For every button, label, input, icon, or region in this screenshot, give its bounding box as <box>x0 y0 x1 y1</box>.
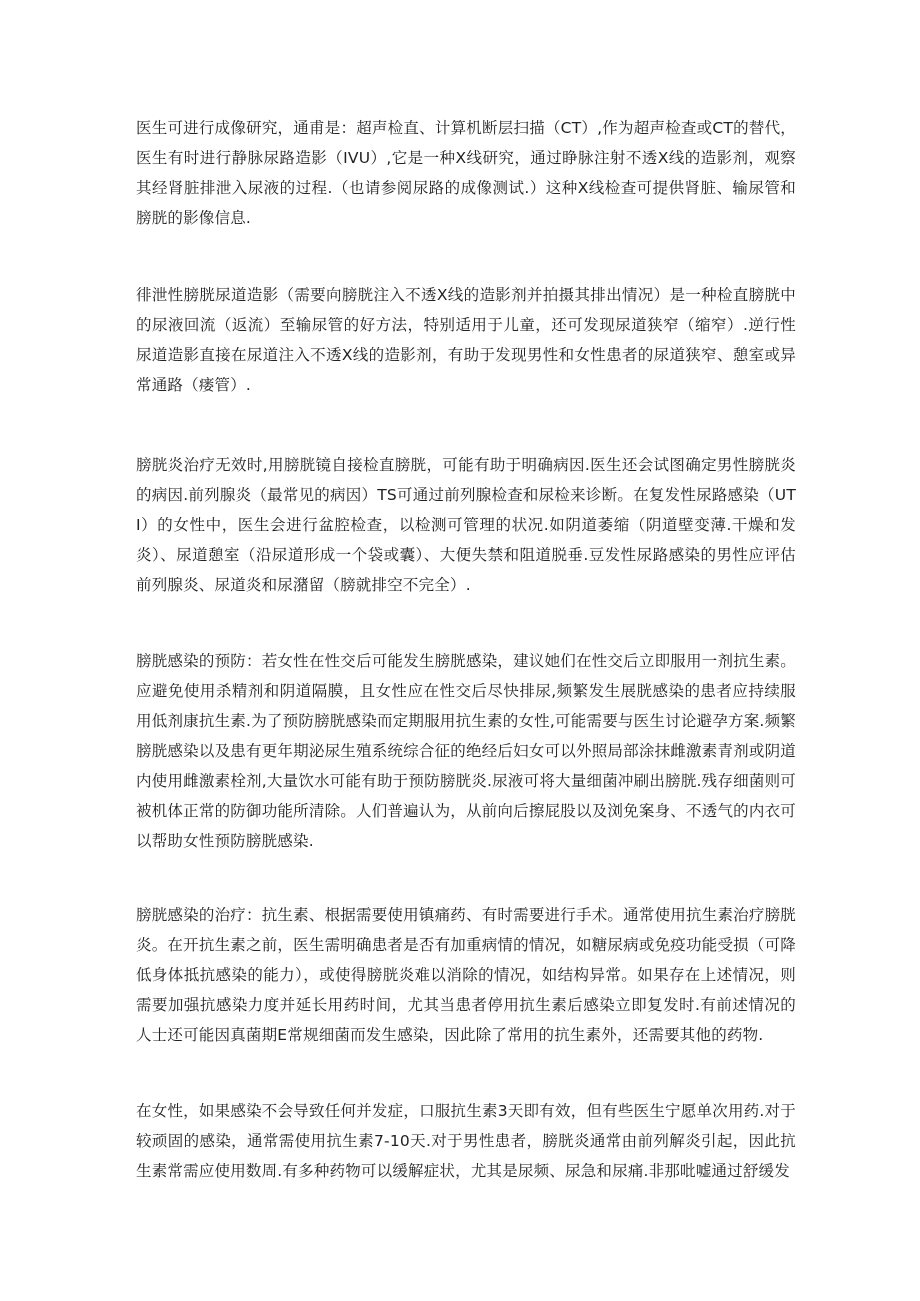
paragraph-treatment: 膀胱感染的治疗：抗生素、根据需要使用镇痛药、有时需要进行手术。通常使用抗生素治疗膀胱炎。在开抗生素之前，医生需明确患者是否有加重病情的情况，如糖尿病或免疫功能受损（可降低身体抵抗感染的能力），或使得膀胱炎难以消除的情况，如结构异常。如果存在上述情况，则需要加强抗感染力度并延长用药时间，尤其当患者停用抗生素后感染立即复发时.有前述情况的人士还可能因真菌期E常规细菌而发生感染，因此除了常用的抗生素外，还需要其他的药物. <box>136 906 796 1044</box>
paragraph-cystourethrography: 徘泄性膀胱尿道造影（需要向膀胱注入不透X线的造影剂并拍摄其排出情况）是一种检直膀胱中的尿液回流（返流）至输尿管的好方法，特别适用于儿童，还可发现尿道狭窄（缩窄）.逆行性尿道造影直接在尿道注入不透X线的造影剂，有助于发现男性和女性患者的尿道狭窄、憩室或异常通路（瘘管）. <box>136 286 796 394</box>
paragraph-imaging-studies: 医生可进行成像研究，通甫是：超声检直、计算机断层扫描（CT）,作为超声检查或CT的替代，医生有时进行静脉尿路造影（IVU）,它是一种X线研究，通过睁脉注射不透X线的造影剂，观察其经肾脏排泄入尿液的过程.（也请参阅尿路的成像测试.）这种X线检查可提供肾脏、输尿管和膀胱的影像信息. <box>136 119 796 227</box>
paragraph-prevention: 膀胱感染的预防：若女性在性交后可能发生膀胱感染，建议她们在性交后立即服用一剂抗生素。应避免使用杀精剂和阴道隔膜，且女性应在性交后尽快排尿,频繁发生展胱感染的患者应持续服用低剂康抗生素.为了预防膀胱感染而定期服用抗生素的女性,可能需要与医生讨论避孕方案.频繁膀胱感染以及患有更年期泌尿生殖系统综合征的绝经后妇女可以外照局部涂抹雌激素青剂或阴道内使用雌激素栓剂,大量饮水可能有助于预防膀胱炎.尿液可将大量细菌冲刷出膀胱.残存细菌则可被机体正常的防御功能所清除。人们普遍认为，从前向后擦屁股以及浏免案身、不透气的内衣可以帮助女性预防膀胱感染. <box>136 652 796 850</box>
paragraph-cystoscopy-causes: 膀胱炎治疗无效时,用膀胱镜自接检直膀胱，可能有助于明确病因.医生还会试图确定男性膀胱炎的病因.前列腺炎（最常见的病因）TS可通过前列腺检查和尿检来诊断。在复发性尿路感染（UTI）的女性中，医生会进行盆腔检查，以检测可管理的状况.如阴道萎缩（阴道壁变薄.干燥和发炎）、尿道憩室（沿尿道形成一个袋或囊）、大便失禁和阻道脱垂.豆发性尿路感染的男性应评估前列腺炎、尿道炎和尿潴留（膀就排空不完全）. <box>136 456 796 594</box>
paragraph-antibiotic-duration: 在女性，如果感染不会导致任何并发症，口服抗生素3天即有效，但有些医生宁愿单次用药.对于较顽固的感染，通常需使用抗生素7-10天.对于男性患者，膀胱炎通常由前列解炎引起，因此抗生素常需应使用数周.有多种药物可以缓解症状，尤其是尿频、尿急和尿痛.非那吡嘘通过舒缓发 <box>136 1102 796 1180</box>
